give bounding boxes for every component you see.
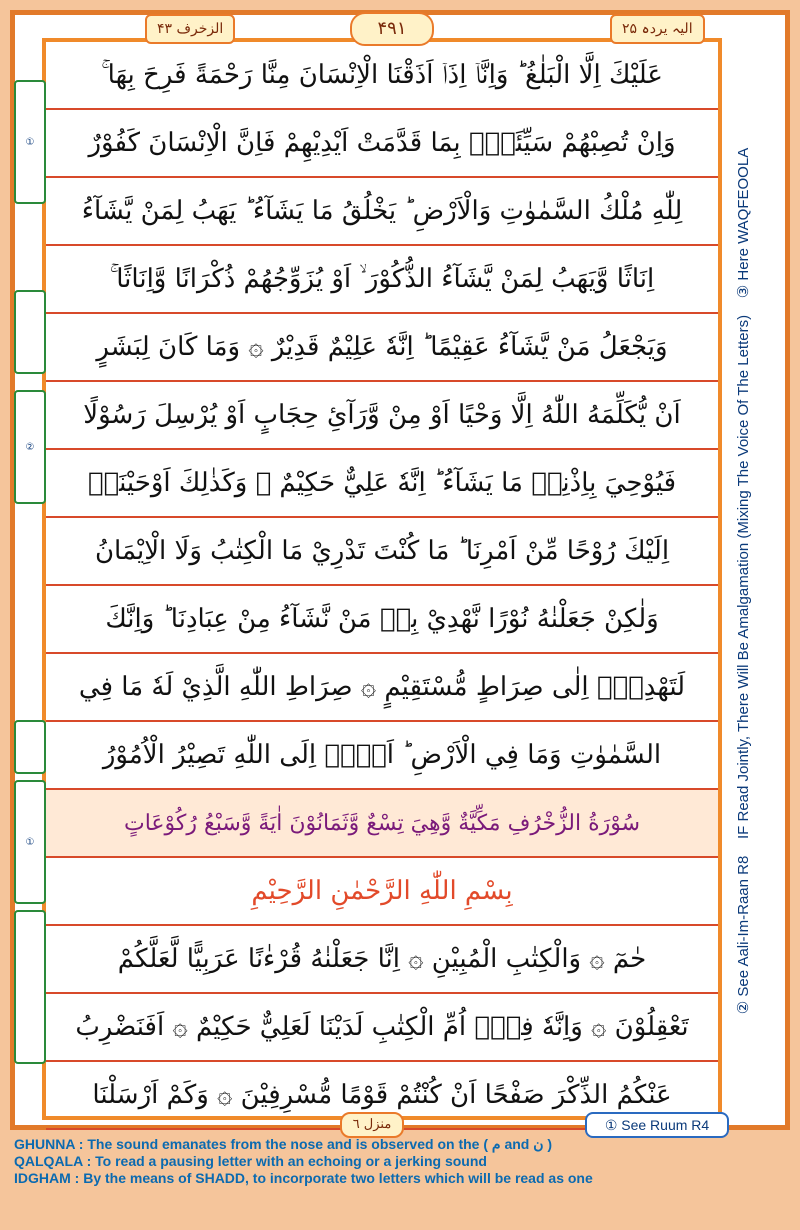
verse-line: تَعْقِلُوْنَ ۞ وَاِنَّهٗ فِيْۤ اُمِّ الْكِتٰبِ لَدَيْنَا لَعَلِيٌّ حَكِيْمٌ ۞ اَفَنَضْرِبُ: [46, 994, 718, 1062]
verse-line: عَلَيْكَ اِلَّا الْبَلٰغُ ؕ وَاِنَّاۤ اِذَاۤ اَذَقْنَا الْاِنْسَانَ مِنَّا رَحْمَةً فَرِحَ بِهَا ۚ: [46, 42, 718, 110]
side-note: [727, 40, 759, 1122]
verse-line: السَّمٰوٰتِ وَمَا فِي الْاَرْضِ ؕ اَلَاۤ اِلَى اللّٰهِ تَصِيْرُ الْاُمُوْرُ: [46, 722, 718, 790]
side-note-prefix: ③ Here WAQFEOOLA: [735, 147, 752, 299]
verse-line: لِلّٰهِ مُلْكُ السَّمٰوٰتِ وَالْاَرْضِ ؕ يَخْلُقُ مَا يَشَآءُ ؕ يَهَبُ لِمَنْ يَّشَآءُ: [46, 178, 718, 246]
legend-qalqala: QALQALA : To read a pausing letter with an echoing or a jerking sound: [14, 1153, 487, 1169]
verse-lines: [46, 42, 718, 1130]
surah-tag: الزخرف ۴۳: [145, 14, 235, 44]
manzil-badge: منزل ٦: [340, 1112, 404, 1138]
legend: [14, 1136, 794, 1187]
margin-note-2: [14, 290, 46, 374]
verse-line: عَنْكُمُ الذِّكْرَ صَفْحًا اَنْ كُنْتُمْ قَوْمًا مُّسْرِفِيْنَ ۞ وَكَمْ اَرْسَلْنَا: [46, 1062, 718, 1130]
legend-idgham: IDGHAM : By the means of SHADD, to incorporate two letters which will be read as one: [14, 1170, 593, 1186]
verse-line: وَلٰكِنْ جَعَلْنٰهُ نُوْرًا نَّهْدِيْ بِهٖ مَنْ نَّشَآءُ مِنْ عِبَادِنَا ؕ وَاِنَّكَ: [46, 586, 718, 654]
verse-line: وَاِنْ تُصِبْهُمْ سَيِّئَةٌۢ بِمَا قَدَّمَتْ اَيْدِيْهِمْ فَاِنَّ الْاِنْسَانَ كَفُوْرٌ: [46, 110, 718, 178]
margin-note-5: ①: [14, 780, 46, 904]
side-note-suffix: ② See Aali-Im-Raan R8: [735, 855, 752, 1015]
verse-line: حٰمٓ ۞ وَالْكِتٰبِ الْمُبِيْنِ ۞ اِنَّا جَعَلْنٰهُ قُرْءٰنًا عَرَبِيًّا لَّعَلَّكُمْ: [46, 926, 718, 994]
verse-line: اَنْ يُّكَلِّمَهُ اللّٰهُ اِلَّا وَحْيًا اَوْ مِنْ وَّرَآئِ حِجَابٍ اَوْ يُرْسِلَ رَسُوْلًا: [46, 382, 718, 450]
verse-line: وَيَجْعَلُ مَنْ يَّشَآءُ عَقِيْمًا ؕ اِنَّهٗ عَلِيْمٌ قَدِيْرٌ ۞ وَمَا كَانَ لِبَشَرٍ: [46, 314, 718, 382]
reference-box: ① See Ruum R4: [585, 1112, 729, 1138]
side-note-text: [734, 148, 752, 1014]
margin-note-6: [14, 910, 46, 1064]
page-number: ۴۹۱: [350, 12, 434, 46]
surah-heading: سُوْرَةُ الزُّخْرُفِ مَكِّيَّةٌ وَّهِيَ تِسْعٌ وَّثَمَانُوْنَ اٰيَةً وَّسَبْعُ رُكُوْعَاتٍ: [46, 790, 718, 858]
para-tag: الیہ یردہ ۲۵: [610, 14, 705, 44]
bismillah: بِسْمِ اللّٰهِ الرَّحْمٰنِ الرَّحِيْمِ: [46, 858, 718, 926]
side-note-main: IF Read Jointly, There Will Be Amalgamation (Mixing The Voice Of The Letters): [735, 314, 752, 840]
legend-ghunna: GHUNNA : The sound emanates from the nose and is observed on the ( م and ن ): [14, 1136, 553, 1152]
margin-note-4: [14, 720, 46, 774]
margin-note-1: ①: [14, 80, 46, 204]
verse-line: لَتَهْدِيْۤ اِلٰى صِرَاطٍ مُّسْتَقِيْمٍ ۞ صِرَاطِ اللّٰهِ الَّذِيْ لَهٗ مَا فِي: [46, 654, 718, 722]
verse-line: اِلَيْكَ رُوْحًا مِّنْ اَمْرِنَا ؕ مَا كُنْتَ تَدْرِيْ مَا الْكِتٰبُ وَلَا الْاِيْمَانُ: [46, 518, 718, 586]
verse-line: فَيُوْحِيَ بِاِذْنِهٖ مَا يَشَآءُ ؕ اِنَّهٗ عَلِيٌّ حَكِيْمٌ ۞ وَكَذٰلِكَ اَوْحَيْنَاۤ: [46, 450, 718, 518]
margin-note-3: ②: [14, 390, 46, 504]
verse-line: اِنَاثًا وَّيَهَبُ لِمَنْ يَّشَآءُ الذُّكُوْرَ ۙ اَوْ يُزَوِّجُهُمْ ذُكْرَانًا وَّاِنَاثًا ۚ: [46, 246, 718, 314]
